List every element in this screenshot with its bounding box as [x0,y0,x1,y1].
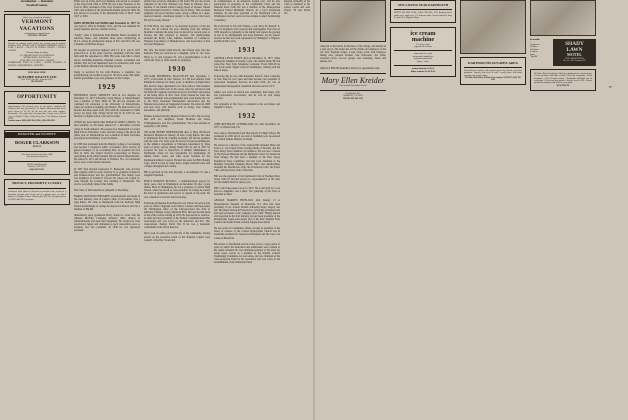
opportunity-ad[interactable]: OPPORTUNITY Approximately 216 elevated acres in one parcel, bounding Mt. Ascutney Ski Area, Brownsville, Vt. Superb valley/mountain views. Good access to Vt. Rt. 44 ski area and area main entrance. Reasonable. Also, eight choice developed lots. Contact owner, MASA Corp, c/o Walter C. Paine, Valley News, Box 5714, Wharton, Vermont 05000. Contact owner. (802) 649-1381, (0501), (603) 298-8311. [4,91,70,126]
year-heading-1930: 1930 [168,64,186,73]
ice-cream-machine-ad[interactable]: ice cream machine 27 leftover street (opposite the station) home-made ice cream syrian-pouch sandwiches vegetarian sandwiches pastry • coffee sunday-thursday 11:30-11 friday-saturday 11:30-11:30 [390,27,456,77]
dartmouth-listing-ad[interactable]: NEW LISTING NEAR DARTMOUTH SUNNY ON ONE ACRE, LOW CEIL-ING, N.H. Rustling brook, garden area, apple trees. 2-3 bedroom cabin, layout winterized, busy in small, New England village. [390,0,456,23]
house-photo [320,0,386,42]
page-number-left: 86 [4,202,8,207]
right-column-3 [460,0,526,89]
page-number-right: 87 [608,85,612,90]
year-heading-1932: 1932 [238,112,256,121]
shady-lawn-motel-ad[interactable]: SHADY LAWN MOTEL THE SORRENTINOS Rte 10 • West Lebanon NH [553,39,596,66]
left-column-1 [4,0,70,209]
motel-details: 24 Units • Buffet breakfasts • Efficiency apartments for extended stays • Color television with cable on table • Near fine restaurants • Room telephones • Near Vermont waters • Dartmouth individual tour & convention • Drive-road tour guided • 4 miles west of I-89 • Owner operated & managed with pride in every detail. (603) 298-8721 [530,69,596,92]
obituary-lead: JOHN WEBSTER SAUNDERS died November 21, 1977. [74,21,137,25]
left-column-2: Eddie was an active and loyal alumnus and served as treasurer of the Class from 1954 to 1978. He was Class Treasurer of the Year in 1965, president of the Class Treasurers' Association in 1967, and recipient of the Dartmouth Alumni Award in 1969. He also served as secretary of the Dartmouth Club of M.I.T. from 1927 to 1929. JOHN WEBSTER SAUNDERS died November 21, 1977. He was born in 1904 in Franklin, N.H., and his son Jonathan M. (Jack) Saunders and two children survive. "Sandy" came to Dartmouth from Phillips Exeter Academy in Andover, Mass., and remained three years, transferring to M.I.T., where he obtained the degree of B.S. and M.Sc. He was a member of Phi Beta Kappa. He became an electrical engineer with I.T. & T. and in 1937 joined R.C.A. in the same capacity, remaining with the same firm until his retirement in 1969. His work took him to many places, including Argentina, England, Canada, Greenland, and Atlanta. The two last mentioned were in connection with work on the Ballistic Missile Early Warning System. Sandy is survived by his wife Barbara, a daughter, two grandchildren, his brother George H. '26 and a sister, His father and his grandfather were also graduates of the College. 1929 FREDERICK DALE SMEDLEY died in Los Angeles on December 15, 1977 following a long illness, as Massachusetts was a member of Beta Theta Pi. He did not graduate but continued his education at the University of Pennsylvania, where he studied accounting and finance. He then served as an Internal Revenue agent from 1941 until his retirement in 1968, except for many duty during World War II. In 1937 he was married to Virginia Linck, who survives him. WOOD has been married that DONALD JAMES CHILDS, 70, died suddenly on the home entered 67 a December vacation cruise in South America. He prepared for Dartmouth at Crosby High School, Waterbury, Conn., and left college at the end of his junior year. At Dartmouth he was a member of Delta Tau Delta and played in the Barbary Coast Orchestra. In 1930 Don graduated from the Bentley College of Accounting and became a registered public accountant. After serving as general manager of an accounting firm, he acquired his own firm in 1945, the United Services Corporation of Boston, specializing in the small business field in eastern Massachusetts. He retired in 1974 and moved to Elsmere, Fla., for retirement and to carry on his musical interests. In 1937 Don married Genevieve E. Bukowski, who survives him, together with two sons, Lindsay N. A. graduate of America and brothers-in-law and two grandchildren. The family were also neighbors of Lilland E. Powers '26, whose son Lyland Jr., went through the recently first building of Dartmouth. The service was wholly mine, in his family. The Class of 1929 extends its sympathy to the family. HARRY ATKINSON FORSGREN, an industrialist and leader in the steel industry, died in Ludlow, Ohio, in November after a long illness. He came to Dartmouth from the Peabody High School in Pittsburgh, in college he majored in history and was a member of Phi Phi. Immediately upon graduation Harry started to work with the Alliance Machine Company, Alliance, Ohio, makers of transformations and steel mill equipment. He worked up from electrician's helper and draftsman to such responsible posts as treasurer and vice president. In 1950 he was appointed president. [74,0,140,233]
page-gutter [313,0,315,420]
sunapee-property-photo [460,0,526,54]
reasonable-list: Reasonable ... Location in Facilities Selections Location Prices "Try Us" [530,39,541,59]
privacy-proximity-luxury-ad[interactable]: PRIVACY, PROXIMITY, LUXURY 5-bedroom Deck House in Norwich on wooded in the woods on a bermudas, beached pond at the end of a private road, yet only 4 minutes to Hopkins Center. Unbelievable! $97,500. By appointment. Call (802) 649-1381, no agents. [4,179,70,205]
left-column-3: and he later served as chairman of the board. He was also board chairman of the First National City Bank in Alliance and a member of the Mount Union College board of trustees. Mount Union President Ronald G. Weber said of Harry, "His excellent judgment and good business sense, always offered in a quiet, reserved manner, contributed greatly to the work of the board. He will be sorely missed." In 1934 Harry was asked to be Assistant Secretary of the Air Force, but he refused the post. Retiring from the Alliance Machine Company the same year, he moved for several years to Tucson, but then returned to Alliance. His memberships included the Rotary Club, Alliance Chamber of Commerce, National Association of Manufacturers, and Associates of Iron and Steel Engineers. His wife, the former Ruth Purcell, died fifteen days after her husband. They are survived by a daughter, Lynn O., two sons, Harry A., Jr. and Laurence W., and a granddaughter, to all of whom the Class of 1929 extends its sympathy. 1930 WILLIAM FREDERICK BLAUVELDT died December 1, 1977, at his home in New Vernon, N.J. He had suffered from Parkinson's Disease for many years. A member of Alpha Delta Phi, and his major department was Tuck School. This business training served him well in his career, since he advanced with the Shell Oil Company and then moved to the Ethyl Corporation at the home office in New York. From Guinea he went into industrial relations and organizational plan work during the war at the Navy Personnel Management Association and the National Association of Suggestion Systems. He retired in 1968 and kept busy with hobbies such as bridge, bass fishing, horseshoes, and philately. Besides married Dorothy Maxine Wilson in 1933. She survives him with two daughters, Diane Beaulieu and Dawn O'Shaughnessey, and five grandchildren. The Class extends its sympathy to the family. WILLIAM HENRY HEIDENKAMP died at Mary Hitchcock Memorial Hospital on January 19 after a long illness. He came to Dartmouth from the Cushing Academy, but did not graduate with the class. For some years he served as head groundskeeper in the athletics department at Princeton interrupted by three years of Army service during World War II, and in 1957 he accepted the post of Supervisor of Athletic Maintenance at Dartmouth, where he was responsible for maintaining all athletic fields, tracks, and other sports facilities for the Dartmouth Athletic Council. He held the posts for Bill's Batting Cage, which is used by many major league baseball teams and colleges throughout the country. Bill is survived by his wife Dorothy, a son Michael '72, and a daughter Elizabeth. PERCY HOSKINS RUSSELL, a communications lawyer for many years, died in Washington on December 30 after a long illness. Born in Washington, he was a graduate of Central High School, where he served as class president. In college he earned his letter in gymnastics and served as captain of the team. He was a member of Zeta Psi and Green Key. Following graduation from Harvard Law School, he served four years as clerk to Supreme Court Justice Cardozo and then joined the Washington office of the Chicago-based law firm of Kirkland, Fleming, Green, Martin & Ellis. He later became head of the office before retiring in 1974. He had served as solicitor-in-chief and later president of the Federal Communications Bar Association and was active in the American and D.C. Bar Associations. During World War II he was a lieutenant commander in the Naval Reserve. Percy took an active part in the life of his community, having served on the executive board of the National Capital Area Council of the Boy Scouts and [144,0,210,242]
hanover-realtor-ad[interactable]: HANOVER and VICINITY ROGER CLARKSON Realtor "Our Professional Service Since 1944" Your Investment Deserves 303 Meredith Marks Rd. Hanover, N.H. 03755 (603)-643-5974-1 [4,130,70,174]
realtor-name: Mary Ellen Kreider [321,75,385,85]
dartmouth-sunapee-ad[interactable]: DARTMOUTH-SUNAPEE AREA Four-bedroom residence with separate guest wing. Brook, pond, pine plantation. Property both sides of road. A pretty place with many amenities and a rural setting. $131,000. Bud White, Realtor, New London, NH 03257 (603) 526-2101 [460,57,526,85]
right-column-2 [390,0,456,81]
graduation-heading: Graduation — Reunions Football Games [20,0,54,7]
motel-photo [530,0,596,36]
vermont-vacations-ad[interactable]: Rent a new, completely furnished VERMONT VACATIONS condominium or upgrade home • WINTER • SEASON Payment of minimal family based low periods and all facilities including TWO 18-HOLE GOLF COURSES SWIMMING POOLS • LAKE • BOATS • BEACH 66 TENNIS COURTS • PADDLE COURTS Nominal charge for riding 51-7 MILLION DOLLAR CLUBHOUSE WHERE SHOW • BACK ALSO AVAILABLE ALL SEASON • 2 BEDRM SUMMERSIDE POOLS & LAKES • WATER WARMTH AT SOURCE CONDOMINIUM • PROPERTY FREE BROCHURE QUECHEE REALTY LTD Box 52596, Quechee, Vermont 05059 802-295-9397 [4,14,70,88]
left-column-4: as commissioner of an American Legion post, and he also participated in programs of the Community Chest and the National Press Club. He was a member of the Metropolitan Memorial United Methodist Church. As a loyal Dartmouth alumnus, he had been president of the Dartmouth Club of Washington and had served on the Alumni Council Nominating Committee. He is survived by his wife Winnie, a son, Percy H. Russell, Jr. '63, two daughters, and a stepson and stepdaughter. The Class of 1930 extends its sympathy to the family and regrets the passing of one of its distinguished and loyal members. As the funeral services he had also been represented by Wellington S. Bigelow and Harold M. Leich. 1931 ARTHUR LEWIS HAYES died on December 15, 1977, while visiting his daughter in Darien, Conn., his sudden death. He had joined the New York Telephone Company. From 1965-66 he was in the Army Signal Corps in Washington, retiring with the rank of major. Following this he was with Automatic Electric Sales Company of New York for four years and then became vice president of Associated Telephone Services Ltd until 1950. Art was an independent management consultant and later served at TT. Arthur was active in church and community, held many civic and professional associations, and he was an avid stamp collector. The sympathy of the Class is extended to his son Robert and daughter Carolyn. 1932 JOHN REYNOLDS SUTHERLAND, 67, died November 18, 1977, in Winter Park, Fla. Jack came to Dartmouth from Moravia (N.Y.) High School. He graduated in 1932 and in our end of freshman year, he entered the Central Islands Military Academy. He served as a director of the Jacksonville National Bank and Trust Co., the United Estate Savings Bank of Newark, and the New Jersey State Chamber of Commerce. He was also a trustee of The Newark Museum and the Memorial Center for Women in West Orange. He had been a member of the New Jersey Republican State Committee and had been chairman of the Morning Township Planning Board. Bill's club memberships included the Morristown Club, the Downtown Club, the Essex Club, and the Rotary Club of Newark. Bill was the president of the Dartmouth Club of Northern New Jersey 1942-47 and had served as a representative of the class for the Alumni Fund for many years. Bill's wife Edna passed away in 1972. He is survived by a son and two daughters, and a sister. The sympathy of the Class is extended to them. GEORGE WARREN FREELOCK died January 13 at Massachusetts Hospital in Montclair, N.J. Bud had been extremely ill for several months following major surgery last fall. He joined Stetson & Freeock Inc. following graduation and had been president of the company since 1962. Widely known and respected in the fruit industry, he had been president of the International Apple Association and of the New England Fruit Council and Grand Trunk of Rural Supply Association. He was active in community affairs, serving as president of the board of trustees of the Central Presbyterian Church and in leadership positions for Greenwoods Hospital and the Cape Cod Cruise in Montclair. His service to Dartmouth and the Class covers a long period of years in which his dedication and enthusiasm were evident at the results obtained. He was chairman-secretary of the Class for seven years, served as a member of the Alumni Council Nominating Committee for four terms, and was chairman of the class-sponsored Fund for his classmates and was active in the establishment of the Sanderson Fund. [214,0,280,265]
year-heading-1931: 1931 [238,46,256,55]
right-column-4 [530,0,612,91]
right-column-1: Adjacent to the beach, in the heart of the village, and nestled in a pine grove, this home has all the charm and ambience of the old New England lodges. Large living room with fireplace, dining area, modern kitchen, four bedrooms, two baths, screened porch, two-car garage, and workshop. Taxes and upkeep low. Offered at $89,500 furnished. Shown by appointment only. Mary Ellen Kreider "Personalized Real Estate Service" HANOVER, N.H. NORWICH, VT. 05055 PHONE 802-649-1734 [320,0,386,100]
left-column-5: Deepest sympathy of the Class is extended to his widow Lucile and sons Wayne '59 and David '62. [284,0,310,16]
year-heading-1929: 1929 [98,83,116,92]
